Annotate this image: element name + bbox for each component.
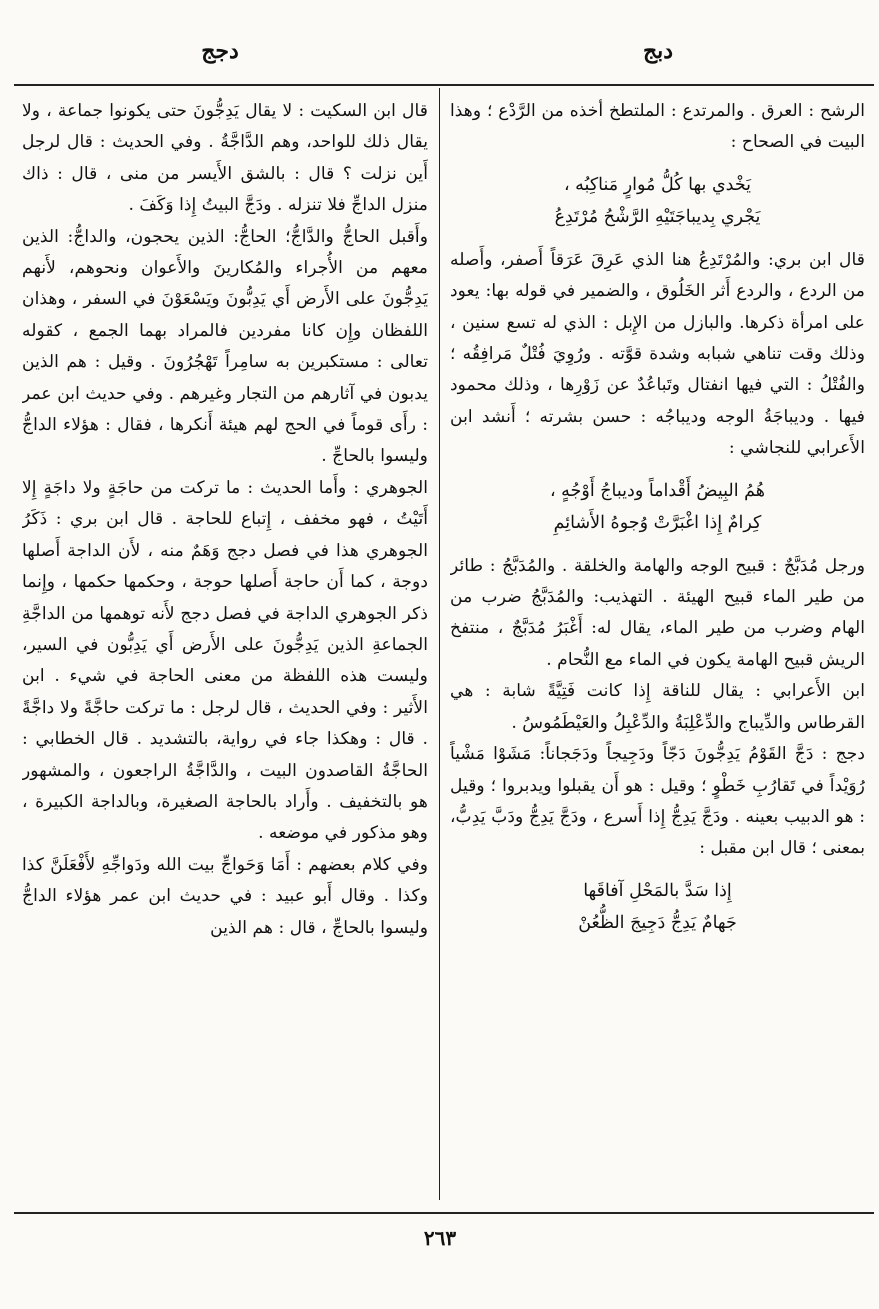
running-header-right: دبج [642, 38, 674, 64]
footer-rule [14, 1212, 874, 1214]
paragraph: قال ابن بري: والمُرْتَدِعُ هنا الذي عَرِقَ عَرَقاً أَصفر، وأَصله من الردع ، والردع أَثر الخَلُوق ، والضمير في قوله بها: يعود على امرأة ذكرها. والبازل من الإِبل : الذي له تسع سنين ، وذلك وقت تناهي شبابه وشدة قوَّته . ورُوِيَ فُتْلٌ مَرافِقُه ؛ والفُتْلُ : التي فيها انفتال وتَباعُدٌ عن زَوْرِها ، وذلك محمود فيها . وديباجَةُ الوجه وديباجُه : حسن بشرته ؛ أَنشد ابن الأَعرابي للنجاشي : [450, 249, 865, 459]
verse-line: إِذا سَدَّ بالمَحْلِ آفاقَها [583, 880, 732, 901]
verse-block [450, 475, 865, 539]
right-column [450, 96, 865, 1204]
paragraph: الجوهري : وأَما الحديث : ما تركت من حاجَةٍ ولا داجَةٍ إِلا أَتَيْتُ ، فهو مخفف ، إِتباع للحاجة . قال ابن بري : ذَكَرُ الجوهري هذا في فصل دجج وَهَمٌ منه ، لأَن الداجة أَصلها دوجة ، كما أَن حاجة أَصلها حوجة ، وحكمها حكمها ، وإِنما ذكر الجوهري الداجة في فصل دجج لأَنه توهمها من الداجَّةِ الجماعةِ الذين يَدِجُّونَ على الأَرض أَي يَدِبُّون في السير، وليست هذه اللفظة من معنى الحاجة في شيء . ابن الأَثير : وفي الحديث ، قال لرجل : ما تركت حاجَّةً ولا داجَّةً . قال : وهكذا جاء في رواية، بالتشديد . قال الخطابي : الحاجَّةُ القاصدون البيت ، والدَّاجَّةُ الراجعون ، والمشهور هو بالتخفيف . وأَراد بالحاجة الصغيرة، وبالداجة الكبيرة ، وهو مذكور في موضعه . [22, 477, 428, 844]
verse-line: جَهامٌ يَدِجُّ دَجِيجَ الظُّعُنْ [578, 912, 737, 933]
left-column [22, 96, 428, 1204]
page-number: ٢٦٣ [423, 1226, 457, 1250]
verse-line: يَجْري بِديباجَتَيْهِ الرَّشْحُ مُرْتَدِعُ [554, 206, 761, 227]
paragraph: الرشح : العرق . والمرتدع : الملتطخ أخذه من الرَّدْع ؛ وهذا البيت في الصحاح : [450, 101, 865, 153]
running-header-left: دجج [201, 38, 239, 64]
paragraph: قال ابن السكيت : لا يقال يَدِجُّونَ حتى يكونوا جماعة ، ولا يقال ذلك للواحد، وهم الدَّاجَّةُ . وفي الحديث : قال لرجل أَين نزلت ؟ قال : بالشق الأَيسر من منى ، قال : ذاك منزل الداجِّ فلا تنزله . ودَجَّ البيتُ إِذا وَكَفَ . [22, 101, 428, 216]
verse-line: هُمُ البِيضُ أَقْداماً وديباجُ أَوْجُهٍ ، [549, 480, 766, 501]
verse-block [450, 169, 865, 233]
paragraph: وفي كلام بعضهم : أَمَا وَحَواجِّ بيت الله ودَواجِّهِ لأَفْعَلَنَّ كذا وكذا . وقال أَبو عبيد : في حديث ابن عمر هؤلاء الداجُّ وليسوا بالحاجِّ ، قال : هم الذين [22, 854, 428, 938]
paragraph: ابن الأَعرابي : يقال للناقة إِذا كانت فَتِيَّةً شابة : هي القرطاس والدِّيباج والدِّعْلِبَةُ والدِّعْبِلُ والعَيْطَمُوسُ . [450, 681, 865, 733]
header-rule [14, 84, 874, 86]
entry-paragraph: دجج : دَجَّ القَوْمُ يَدِجُّونَ دَجّاً ودَجِيجاً ودَجَجاناً: مَشَوْا مَشْياً رُوَيْداً في تَقارُبِ خَطْوٍ ؛ وقيل : هو أَن يقبلوا ويدبروا ؛ وقيل : هو الدبيب بعينه . ودَجَّ يَدِجُّ إِذا أَسرع ، ودَجَّ يَدِجُّ ودَبَّ يَدِبُّ، بمعنى ؛ قال ابن مقبل : [450, 744, 865, 859]
paragraph: وأَقبل الحاجُّ والدَّاجُّ؛ الحاجُّ: الذين يحجون، والداجُّ: الذين معهم من الأُجراء والمُكارينَ والأَعوان ونحوهم، لأَنهم يَدِجُّونَ على الأَرض أَي يَدِبُّونَ ويَسْعَوْنَ في السفر ، وهذان اللفظان وإِن كانا مفردين فالمراد بهما الجمع ، كقوله تعالى : مستكبرين به سامِراً تَهْجُرُونَ . وقيل : هم الذين يدبون في آثارهم من التجار وغيرهم . وفي حديث ابن عمر : رأَى قوماً في الحج لهم هيئة أَنكرها ، فقال : هؤلاء الداجُّ وليسوا بالحاجِّ . [22, 226, 428, 467]
paragraph: ورجل مُدَبَّجٌ : قبيح الوجه والهامة والخلقة . والمُدَبَّجُ : طائر من طير الماء قبيح الهيئة . التهذيب: والمُدَبَّجُ ضرب من الهام وضرب من طير الماء، يقال له: أَغْبَرُ مُدَبَّجٌ ، منتفخ الريش قبيح الهامة يكون في الماء مع النُّحام . [450, 555, 865, 670]
verse-block [450, 875, 865, 939]
verse-line: كِرامٌ إِذا اغْبَرَّتْ وُجوهُ الأَشائِمِ [553, 512, 762, 533]
column-divider [439, 88, 440, 1200]
verse-line: يَخْدي بها كُلُّ مُوارٍ مَناكِبُه ، [563, 174, 752, 195]
